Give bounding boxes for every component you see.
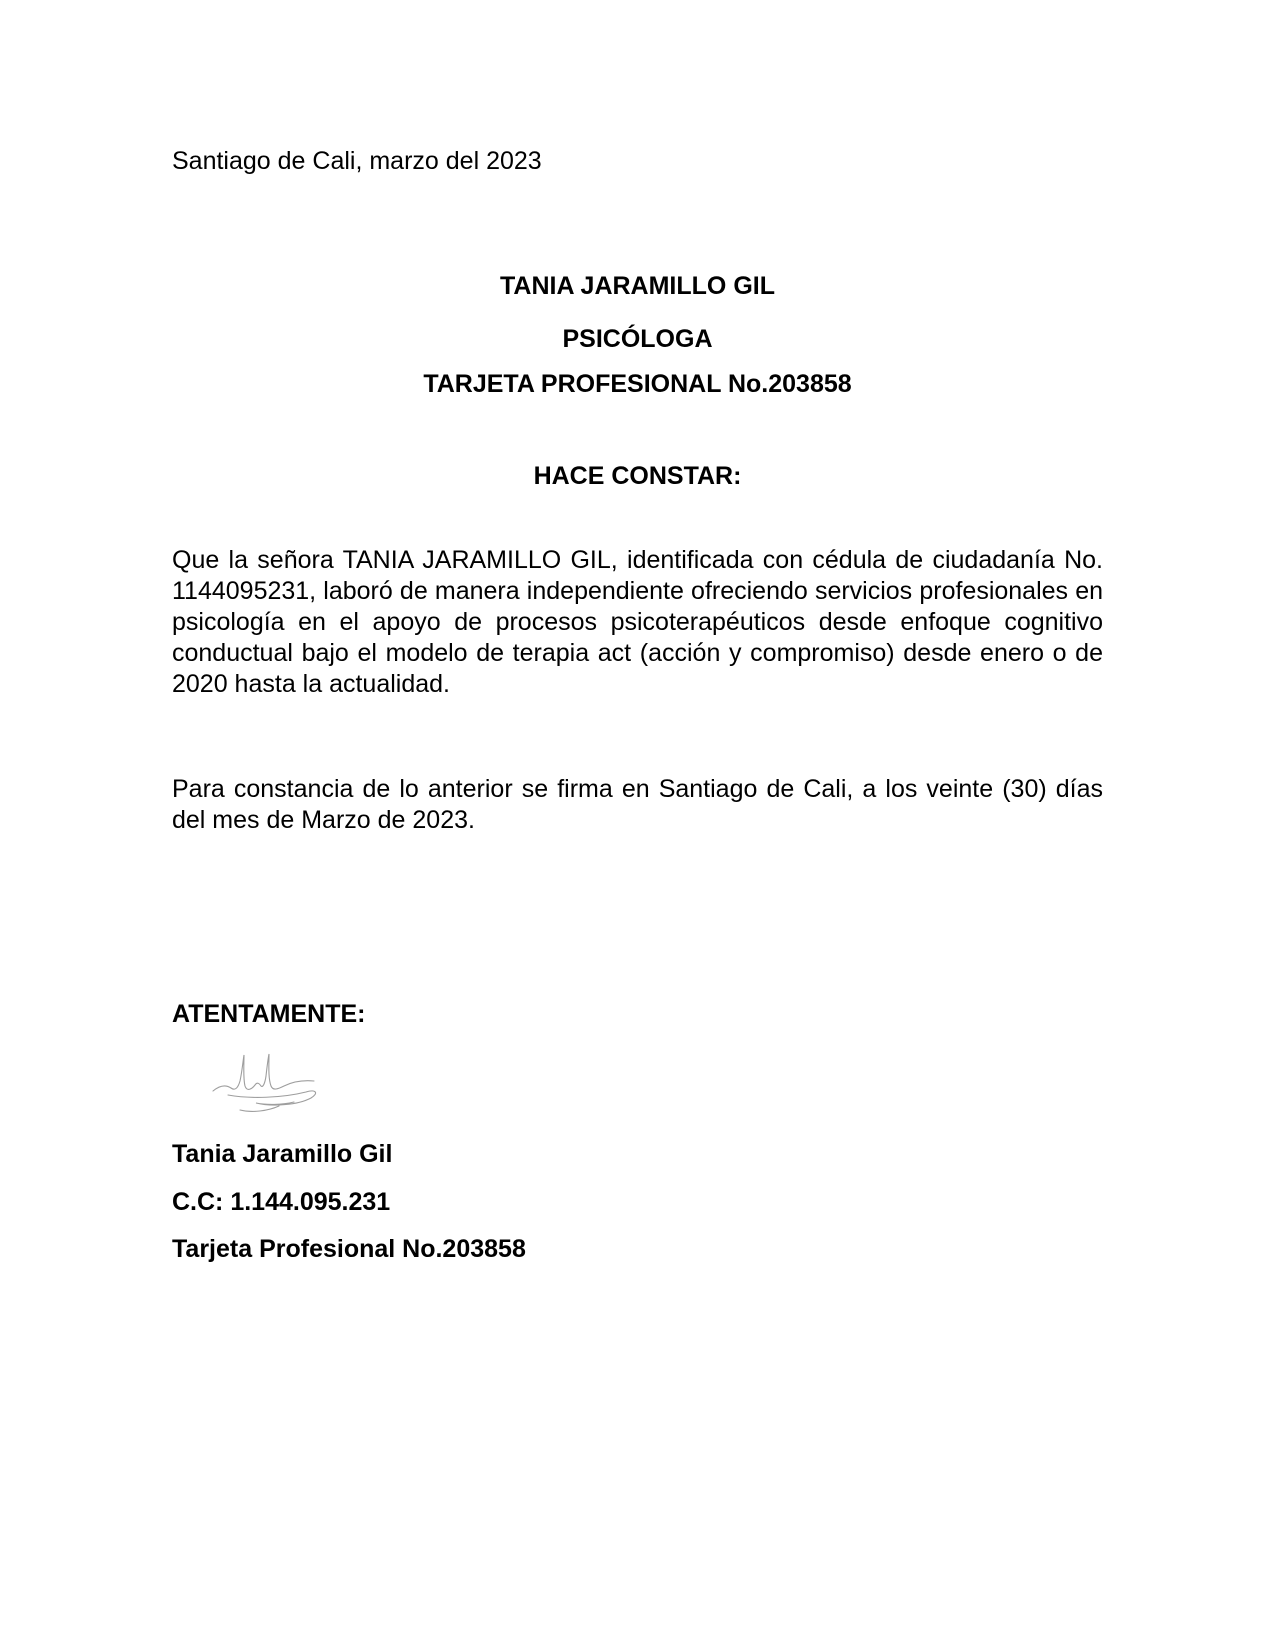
paragraph-line: psicología en el apoyo de procesos psicoterapéuticos desde enfoque cognitivo: [172, 608, 1103, 636]
paragraph-line: Que la señora TANIA JARAMILLO GIL, identificada con cédula de ciudadanía No.: [172, 546, 1103, 574]
salutation: ATENTAMENTE:: [172, 1000, 366, 1028]
body-paragraph-2: [172, 774, 1103, 836]
attestation-heading: HACE CONSTAR:: [533, 462, 742, 490]
date-line: Santiago de Cali, marzo del 2023: [172, 147, 542, 175]
body-paragraph-1: [172, 545, 1103, 700]
header-profession: PSICÓLOGA: [562, 325, 713, 353]
paragraph-line: 1144095231, laboró de manera independiente ofreciendo servicios profesionales en: [172, 577, 1103, 605]
header-license: TARJETA PROFESIONAL No.203858: [423, 370, 852, 398]
handwritten-signature: [210, 1050, 322, 1114]
signatory-license: Tarjeta Profesional No.203858: [172, 1235, 526, 1263]
signatory-name: Tania Jaramillo Gil: [172, 1140, 393, 1168]
signatory-id: C.C: 1.144.095.231: [172, 1188, 391, 1216]
paragraph-line: conductual bajo el modelo de terapia act (acción y compromiso) desde enero o de: [172, 639, 1103, 667]
paragraph-line: del mes de Marzo de 2023.: [172, 806, 475, 834]
header-name: TANIA JARAMILLO GIL: [500, 272, 775, 300]
paragraph-line: Para constancia de lo anterior se firma en Santiago de Cali, a los veinte (30) días: [172, 775, 1103, 803]
signature-icon: [210, 1050, 322, 1114]
paragraph-line: 2020 hasta la actualidad.: [172, 670, 450, 698]
